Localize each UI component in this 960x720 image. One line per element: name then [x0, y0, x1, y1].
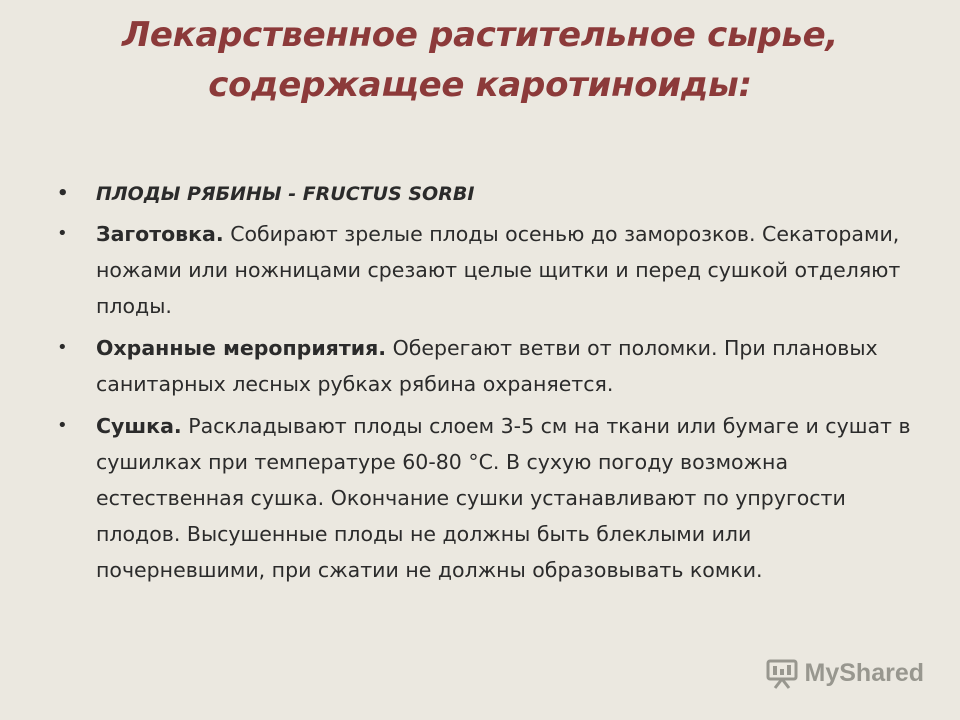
myshared-watermark: [765, 656, 924, 690]
bullet-glyph: •: [57, 223, 68, 244]
bullet-item-heading: [57, 176, 917, 212]
bullet-item-harvest: [57, 216, 917, 324]
watermark-text: MyShared: [804, 658, 924, 687]
bullet-glyph: •: [57, 183, 69, 204]
title-line-1: Лекарственное растительное сырье,: [121, 15, 839, 55]
bullet-list: [57, 176, 917, 594]
bullet-lead-drying: Сушка.: [96, 414, 182, 438]
bullet-glyph: •: [57, 337, 68, 358]
bullet-heading-text: ПЛОДЫ РЯБИНЫ - FRUCTUS SORBI: [96, 183, 475, 205]
bullet-item-drying: [57, 408, 917, 588]
bullet-glyph: •: [57, 415, 68, 436]
bullet-text-protection: Оберегают ветви от поломки. При плановых санитарных лесных рубках рябина охраняется.: [96, 336, 878, 396]
bullet-text-drying: Раскладывают плоды слоем 3-5 см на ткани или бумаге и сушат в сушилках при температуре 60-80 °С. В сухую погоду возможна естественная сушка. Окончание сушки устанавливают по упругости плодов. Высушенные плоды не должны быть блеклыми или почерневшими, при сжатии не должны образовывать комки.: [96, 414, 911, 582]
bullet-lead-harvest: Заготовка.: [96, 222, 224, 246]
bullet-lead-protection: Охранные мероприятия.: [96, 336, 387, 360]
bullet-item-protection: [57, 330, 917, 402]
bullet-text-harvest: Собирают зрелые плоды осенью до заморозков. Секаторами, ножами или ножницами срезают целые щитки и перед сушкой отделяют плоды.: [96, 222, 901, 318]
presentation-board-icon: [765, 656, 799, 690]
slide-title: [60, 10, 900, 110]
title-line-2: содержащее каротиноиды:: [208, 65, 752, 105]
